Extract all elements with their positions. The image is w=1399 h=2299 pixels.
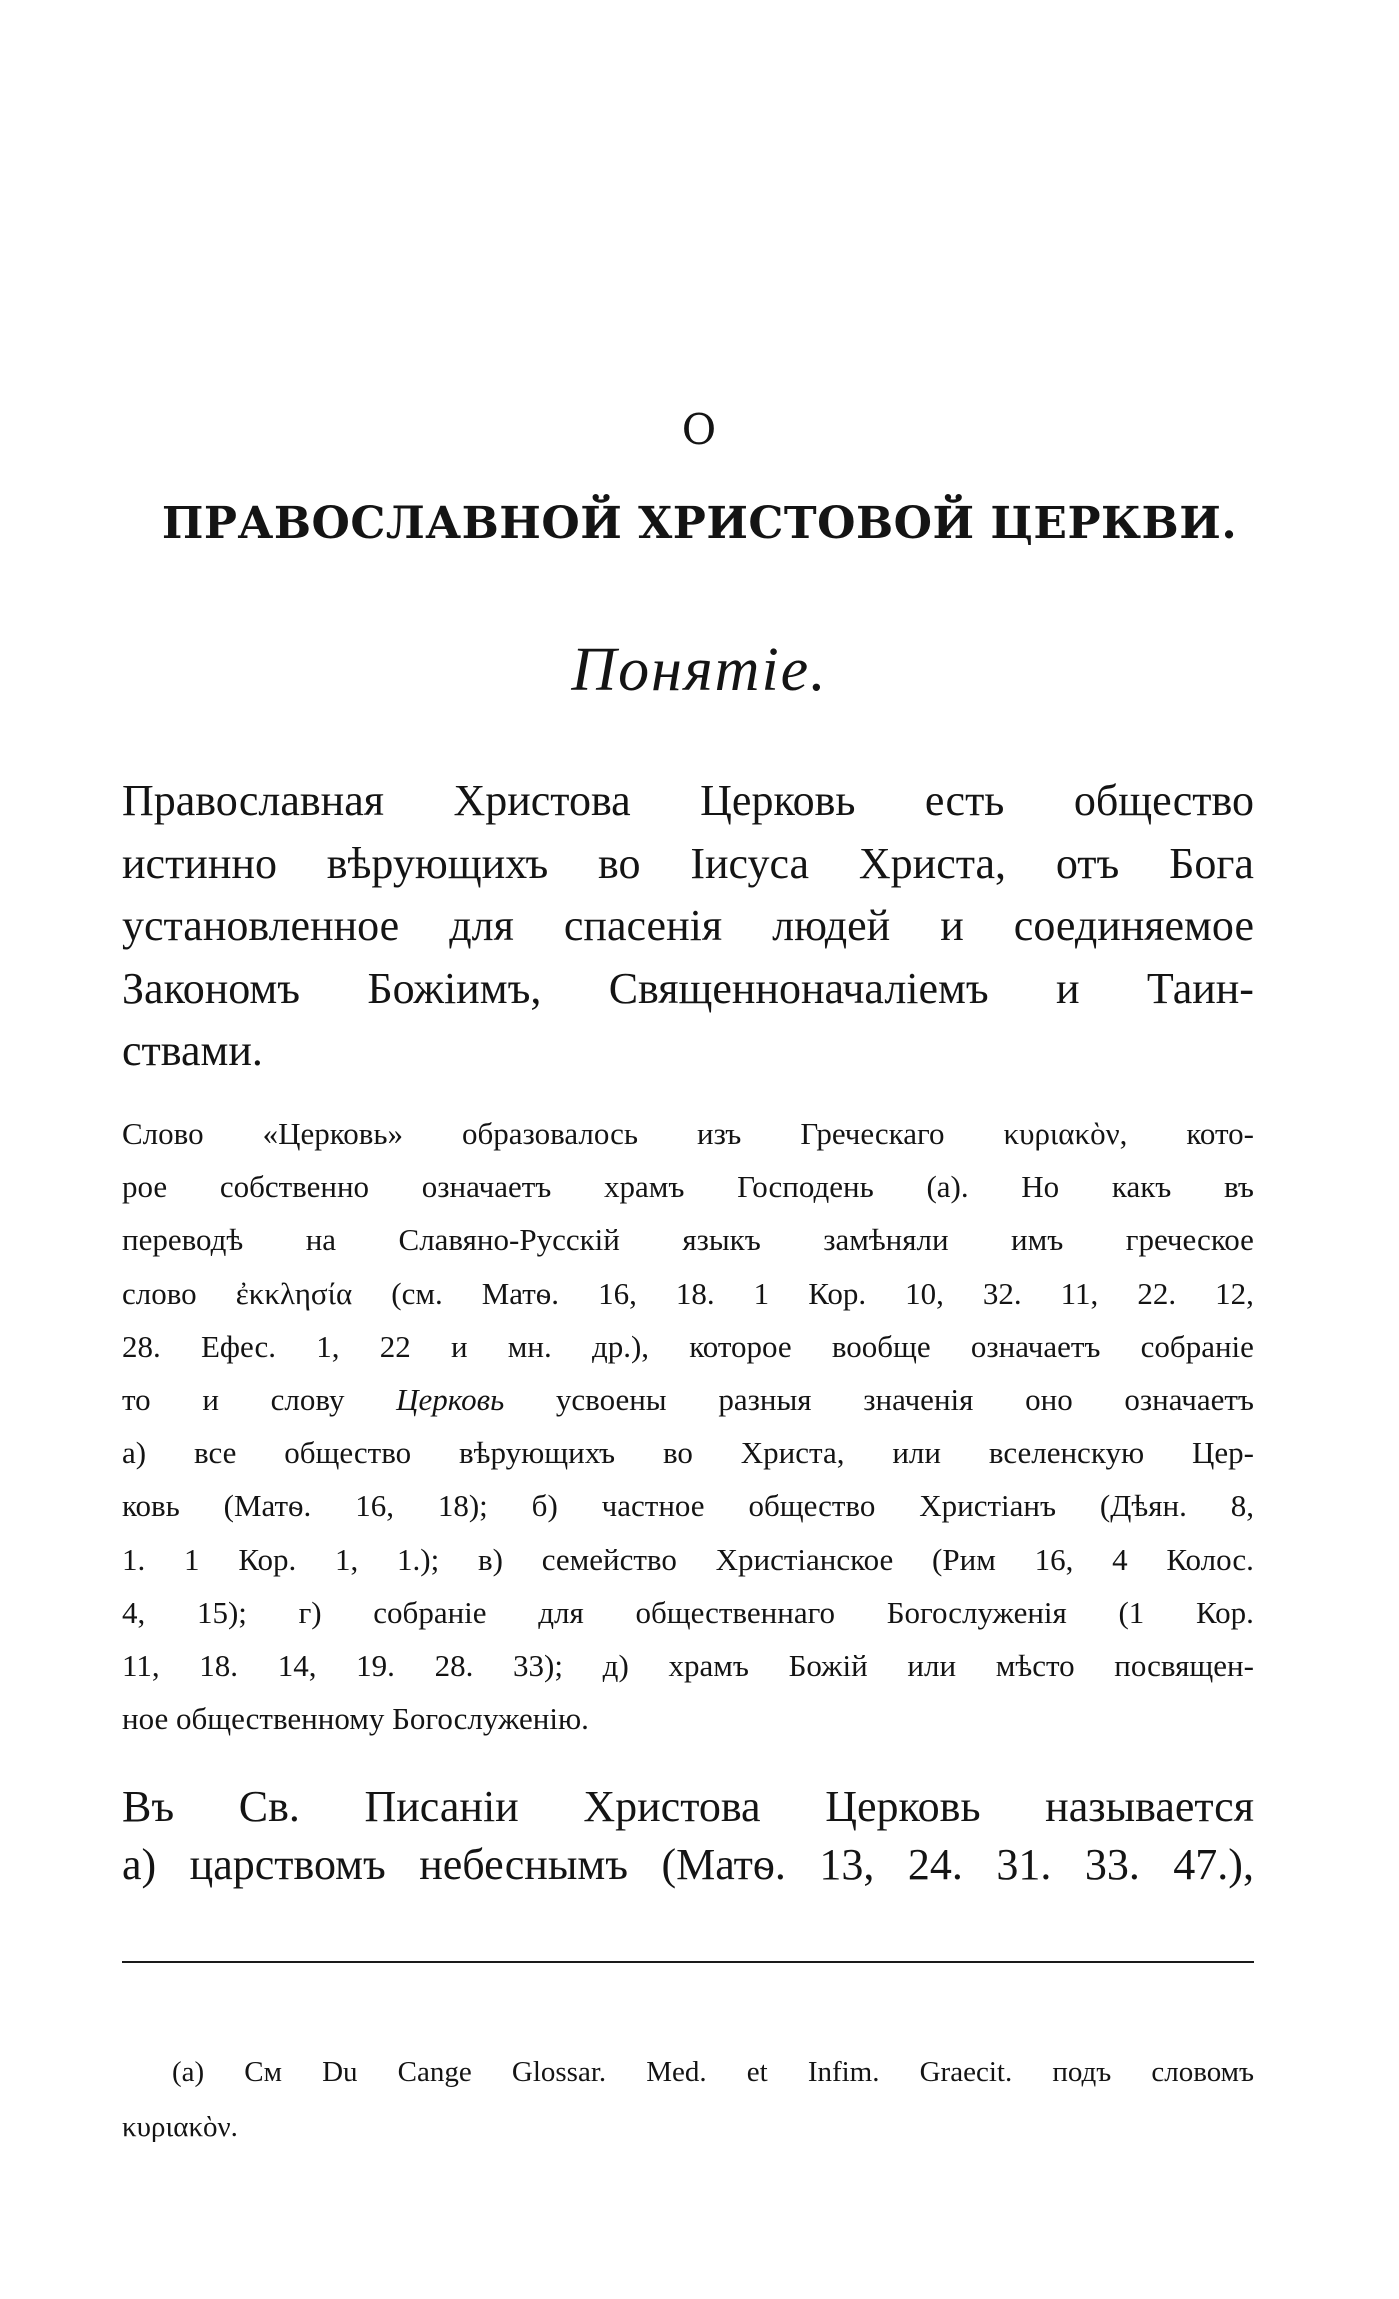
footnote-line: (а) См Du Cange Glossar. Med. et Infim. Graecit. подъ словомъ	[172, 2056, 1254, 2088]
text-line: Въ Св. Писаніи Христова Церковь называется	[122, 1782, 1254, 1831]
text-line: Закономъ Божіимъ, Священноначаліемъ и Таин-	[122, 963, 1254, 1013]
note-line: 28. Ефес. 1, 22 и мн. др.), которое вообще означаетъ собраніе	[122, 1328, 1254, 1364]
text-line: а) царствомъ небеснымъ (Матѳ. 13, 24. 31. 33. 47.),	[122, 1840, 1254, 1889]
chapter-title: ПРАВОСЛАВНОЙ ХРИСТОВОЙ ЦЕРКВИ.	[161, 498, 1238, 549]
note-line: ное общественному Богослуженію.	[122, 1701, 589, 1737]
note-line: 1. 1 Кор. 1, 1.); в) семейство Христіанское (Рим 16, 4 Колос.	[122, 1541, 1254, 1577]
note-line: а) все общество вѣрующихъ во Христа, или вселенскую Цер-	[122, 1435, 1254, 1471]
note-line: 4, 15); г) собраніе для общественнаго Богослуженія (1 Кор.	[122, 1594, 1254, 1630]
note-line: Слово «Церковь» образовалось изъ Греческаго κυριακὸν, кото-	[122, 1116, 1254, 1151]
note-line: переводѣ на Славяно-Русскій языкъ замѣняли имъ греческое	[122, 1222, 1254, 1258]
note-line: ковь (Матѳ. 16, 18); б) частное общество Христіанъ (Дѣян. 8,	[122, 1488, 1254, 1524]
scripture-paragraph	[122, 1778, 1254, 1894]
title-preposition: О	[681, 405, 718, 454]
note-line: 11, 18. 14, 19. 28. 33); д) храмъ Божій или мѣсто посвящен-	[122, 1647, 1254, 1683]
text-line: установленное для спасенія людей и соединяемое	[122, 901, 1254, 950]
footnote-line: κυριακὸν.	[122, 2111, 238, 2143]
explanatory-note	[122, 1107, 1254, 1745]
note-line: слово ἐκκλησία (см. Матѳ. 16, 18. 1 Кор. 10, 32. 11, 22. 12,	[122, 1275, 1254, 1311]
note-line: то и слову Церковь усвоены разныя значенія оно означаетъ	[122, 1381, 1254, 1417]
note-line: рое собственно означаетъ храмъ Господень (а). Но какъ въ	[122, 1169, 1254, 1205]
section-subtitle: Понятіе.	[571, 636, 828, 704]
text-line: ствами.	[122, 1026, 263, 1075]
footnote-divider	[122, 1961, 1254, 1963]
definition-paragraph	[122, 770, 1254, 1083]
text-line: истинно вѣрующихъ во Іисуса Христа, отъ Бога	[122, 838, 1254, 888]
text-line: Православная Христова Церковь есть общество	[122, 776, 1254, 825]
footnote	[122, 2045, 1254, 2155]
